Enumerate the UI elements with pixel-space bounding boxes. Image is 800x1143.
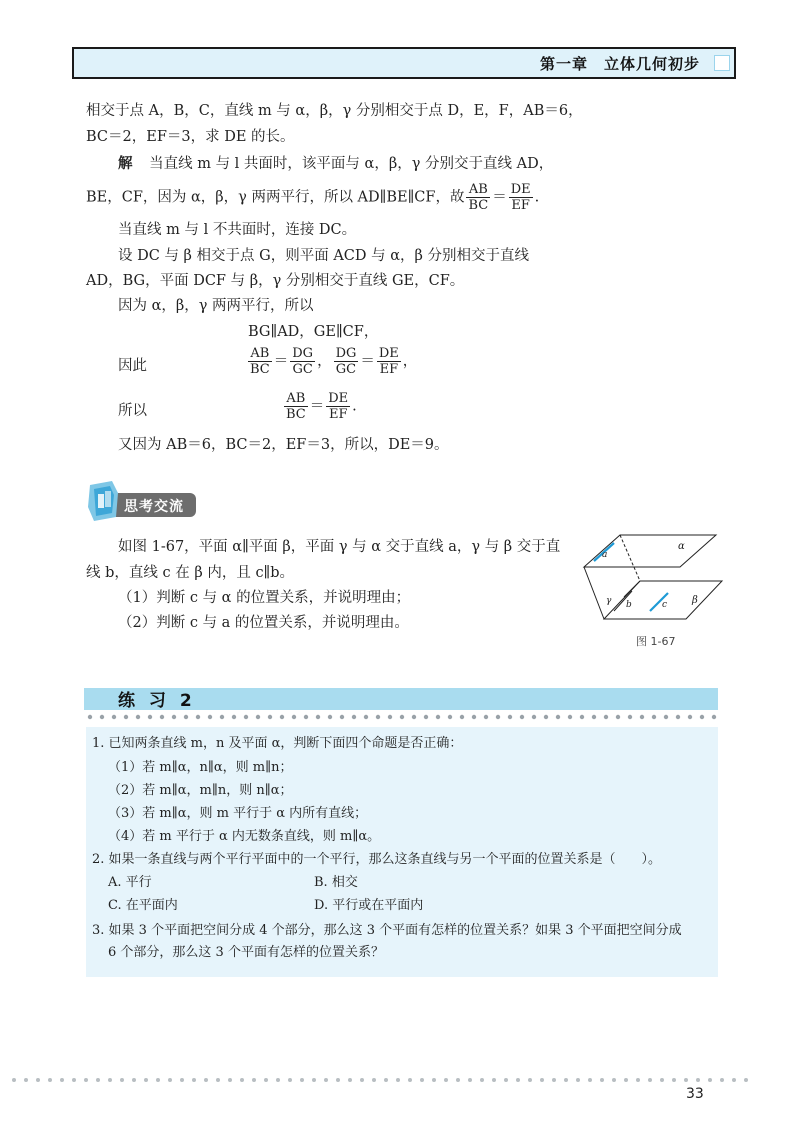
- exercise-item-1-3: （3）若 m∥α，则 m 平行于 α 内所有直线；: [108, 806, 368, 821]
- exercise-box: [86, 727, 718, 977]
- fraction-ab-bc: $\frac{AB}{BC}$: [468, 182, 489, 213]
- think-line-2: 线 b，直线 c 在 β 内，且 c∥b。: [86, 565, 295, 581]
- label-alpha: α: [678, 541, 685, 552]
- solution-line-2: BE，CF，因为 α，β，γ 两两平行，所以 AD∥BE∥CF，故 $\frac{AB}{BC}$ ＝ $\frac{DE}{EF}$ .: [86, 182, 540, 213]
- chapter-title: 第一章 立体几何初步: [539, 55, 700, 73]
- choice-a: A. 平行: [108, 875, 152, 890]
- label-c: c: [662, 600, 668, 610]
- exercise-item-2: 2. 如果一条直线与两个平行平面中的一个平行，那么这条直线与另一个平面的位置关系是（ ）。: [92, 852, 662, 867]
- exercise-item-3: 3. 如果 3 个平面把空间分成 4 个部分，那么这 3 个平面有怎样的位置关系？如果 3 个平面把空间分成: [92, 923, 682, 938]
- therefore-label: 因此: [118, 358, 147, 374]
- think-discuss-badge: [88, 479, 198, 527]
- solution-line-7: BG∥AD，GE∥CF，: [248, 324, 379, 340]
- choice-d: D. 平行或在平面内: [314, 898, 424, 913]
- exercise-dotted-divider: [86, 712, 718, 722]
- so-equation: $\frac{AB}{BC}$ ＝ $\frac{DE}{EF}$ .: [286, 391, 357, 422]
- solution-line-6: 因为 α，β，γ 两两平行，所以: [118, 298, 314, 314]
- figure-caption: 图 1-67: [636, 635, 676, 648]
- solution-line-5: AD，BG，平面 DCF 与 β，γ 分别相交于直线 GE，CF。: [86, 273, 465, 289]
- label-b: b: [626, 600, 632, 610]
- page-number: 33: [686, 1086, 704, 1102]
- exercise-item-3-cont: 6 个部分，那么这 3 个平面有怎样的位置关系？: [108, 945, 384, 960]
- think-line-1: 如图 1-67，平面 α∥平面 β，平面 γ 与 α 交于直线 a，γ 与 β 交于直: [118, 539, 561, 555]
- so-label: 所以: [118, 403, 147, 419]
- exercise-item-1: 1. 已知两条直线 m，n 及平面 α，判断下面四个命题是否正确：: [92, 736, 463, 751]
- solution-final: 又因为 AB＝6，BC＝2，EF＝3，所以，DE＝9。: [118, 437, 449, 453]
- exercise-item-1-1: （1）若 m∥α，n∥α，则 m∥n；: [108, 760, 293, 775]
- think-question-1: （1）判断 c 与 α 的位置关系，并说明理由；: [118, 590, 411, 606]
- figure-1-67: [580, 523, 724, 633]
- solution-line-1: [118, 154, 553, 174]
- exercise-item-1-4: （4）若 m 平行于 α 内无数条直线，则 m∥α。: [108, 829, 381, 844]
- fraction-de-ef: $\frac{DE}{EF}$: [510, 182, 531, 213]
- problem-line-1: 相交于点 A，B，C，直线 m 与 α，β，γ 分别相交于点 D，E，F，AB＝6，: [86, 103, 583, 119]
- solution-line-3: 当直线 m 与 l 不共面时，连接 DC。: [118, 222, 357, 238]
- header-square-icon: [714, 55, 730, 71]
- solution-line-4: 设 DC 与 β 相交于点 G，则平面 ACD 与 α，β 分别相交于直线: [118, 248, 530, 264]
- problem-line-2: BC＝2，EF＝3，求 DE 的长。: [86, 129, 295, 145]
- exercise-item-1-2: （2）若 m∥α，m∥n，则 n∥α；: [108, 783, 293, 798]
- solution-text-2: BE，CF，因为 α，β，γ 两两平行，所以 AD∥BE∥CF，故: [86, 189, 465, 206]
- therefore-equation: $\frac{AB}{BC}$ ＝ $\frac{DG}{GC}$ ， $\frac{DG}{GC}$ ＝ $\frac{DE}{EF}$ ，: [250, 346, 418, 377]
- think-badge-label: 思考交流: [124, 499, 184, 515]
- exercise-title: 练 习 2: [118, 691, 196, 711]
- chapter-header: [72, 47, 736, 79]
- footer-dotted-divider: [10, 1076, 750, 1084]
- solution-label: 解: [118, 155, 133, 172]
- choice-c: C. 在平面内: [108, 898, 178, 913]
- label-gamma: γ: [606, 596, 612, 606]
- label-beta: β: [692, 595, 698, 606]
- label-a: a: [602, 550, 608, 560]
- choice-b: B. 相交: [314, 875, 358, 890]
- solution-text-1: 当直线 m 与 l 共面时，该平面与 α，β，γ 分别交于直线 AD，: [149, 156, 554, 172]
- think-question-2: （2）判断 c 与 a 的位置关系，并说明理由。: [118, 615, 409, 631]
- planes-diagram: [580, 523, 724, 633]
